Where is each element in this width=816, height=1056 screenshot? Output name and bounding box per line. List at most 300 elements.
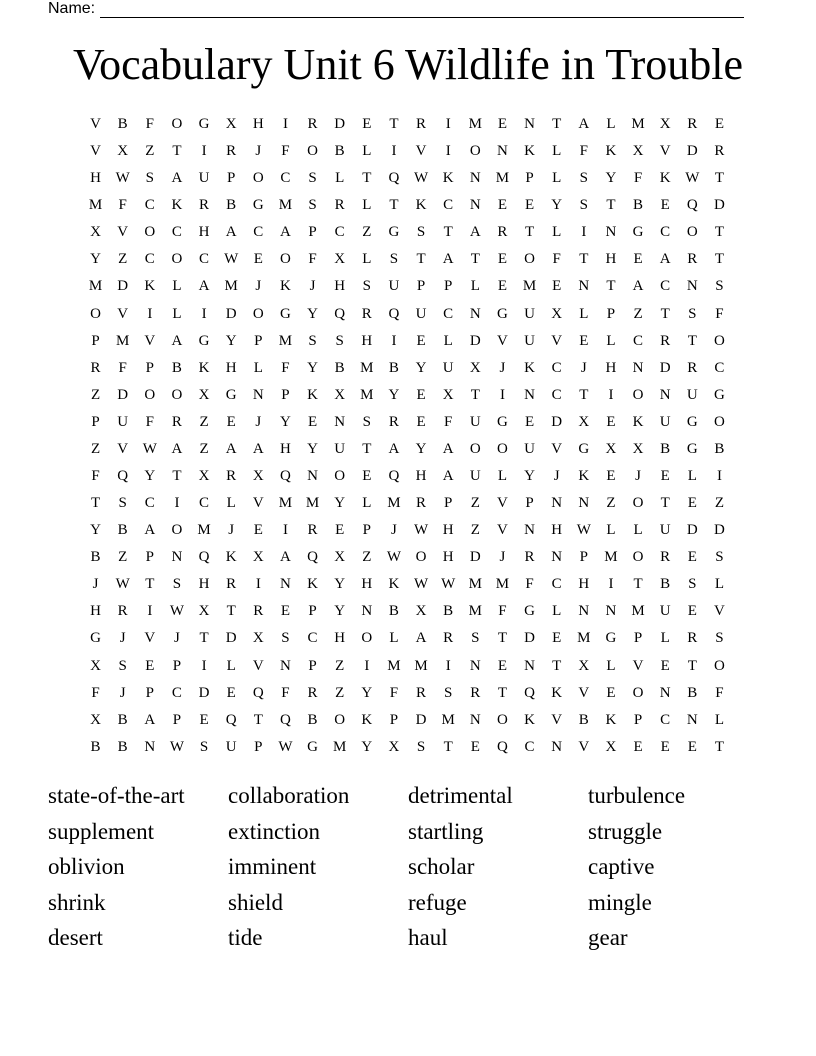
grid-cell: I [608,576,614,593]
grid-cell: N [469,711,481,728]
grid-cell: B [117,711,128,728]
grid-cell: L [606,657,616,674]
grid-cell: L [362,251,372,268]
word-list-item: extinction [228,818,320,844]
grid-cell: T [606,197,616,214]
grid-cell: E [416,386,426,403]
grid-cell: G [252,197,264,214]
grid-cell: E [687,549,697,566]
grid-cell: W [413,576,429,593]
grid-cell: R [226,468,237,485]
grid-cell: E [524,197,535,214]
grid-cell: O [171,522,183,539]
grid-cell: R [687,359,698,376]
grid-cell: Q [280,711,291,728]
grid-cell: R [660,332,671,349]
grid-cell: H [442,549,454,566]
grid-cell: T [416,251,426,268]
grid-cell: O [334,468,346,485]
grid-cell: D [714,197,725,214]
grid-cell: R [687,116,698,132]
grid-cell: T [524,224,535,241]
grid-cell: A [280,549,291,566]
grid-cell: N [659,684,671,701]
grid-cell: K [388,576,400,593]
grid-cell: N [605,603,617,620]
grid-cell: B [578,711,589,728]
grid-cell: S [172,576,182,593]
word-list-item: oblivion [48,854,125,879]
grid-cell: C [660,278,671,295]
word-list-item: desert [48,925,103,950]
grid-cell: D [225,630,237,647]
grid-cell: T [253,711,263,728]
grid-cell: U [659,603,671,620]
grid-cell: E [497,197,508,214]
grid-cell: U [524,440,535,457]
grid-cell: E [416,413,426,430]
grid-cell: S [362,413,371,430]
grid-cell: M [468,603,482,620]
grid-cell: V [117,440,129,457]
grid-cell: H [198,576,210,593]
grid-cell: K [524,711,535,728]
grid-cell: I [716,468,722,485]
grid-cell: R [416,116,427,132]
grid-cell: N [144,738,156,755]
grid-cell: D [117,278,129,295]
grid-cell: N [469,305,481,322]
grid-cell: F [118,197,127,214]
grid-cell: A [659,251,671,268]
grid-cell: Q [117,468,129,485]
grid-cell: T [687,332,697,349]
grid-cell: A [469,224,481,241]
grid-cell: K [415,197,427,214]
grid-cell: J [553,468,560,485]
grid-cell: P [525,170,534,187]
grid-cell: P [416,278,426,295]
grid-cell: R [687,630,698,647]
grid-cell: T [552,657,562,674]
grid-cell: R [470,684,481,701]
grid-cell: K [524,359,535,376]
grid-cell: V [144,630,156,647]
grid-cell: C [144,197,155,214]
grid-cell: G [388,224,400,241]
grid-cell: A [144,522,156,539]
grid-cell: W [441,576,456,593]
grid-cell: U [524,305,535,322]
grid-cell: E [470,738,480,755]
grid-cell: H [90,603,101,620]
grid-cell: D [686,522,698,539]
grid-cell: M [495,576,510,593]
grid-cell: R [497,224,508,241]
grid-cell: C [551,359,562,376]
grid-cell: O [497,711,508,728]
grid-cell: K [225,549,237,566]
grid-cell: I [201,143,207,160]
grid-cell: B [334,143,345,160]
grid-cell: E [687,603,697,620]
grid-cell: P [633,711,643,728]
grid-cell: M [468,116,482,132]
grid-cell: T [90,495,101,512]
grid-cell: T [660,495,670,512]
grid-cell: R [307,684,318,701]
grid-cell: I [201,657,207,674]
grid-cell: R [253,603,264,620]
name-label: Name: [48,0,96,17]
grid-cell: Y [90,251,101,268]
grid-cell: K [605,711,617,728]
grid-cell: G [90,630,101,647]
grid-cell: I [174,495,180,512]
grid-cell: B [90,738,101,755]
grid-cell: S [308,332,317,349]
word-list-item: shrink [48,889,106,915]
grid-cell: I [499,386,505,403]
grid-cell: T [633,576,643,593]
grid-cell: Z [606,495,616,512]
grid-cell: A [442,468,454,485]
grid-cell: W [278,738,293,755]
grid-cell: Q [388,468,400,485]
grid-cell: B [117,522,128,539]
grid-cell: U [524,332,535,349]
grid-cell: P [172,657,182,674]
grid-cell: Q [280,468,291,485]
grid-cell: N [252,386,264,403]
grid-cell: H [198,224,210,241]
grid-cell: X [198,386,210,403]
grid-cell: L [552,143,562,160]
grid-cell: X [198,603,210,620]
grid-cell: Q [524,684,535,701]
grid-cell: V [497,332,508,349]
grid-cell: D [551,413,563,430]
grid-cell: N [280,657,291,674]
grid-cell: Y [334,576,346,593]
grid-cell: C [144,495,155,512]
grid-cell: K [144,278,156,295]
grid-cell: L [606,116,616,132]
grid-cell: S [715,630,724,647]
grid-cell: L [362,197,372,214]
grid-cell: J [92,576,99,593]
grid-cell: I [147,305,153,322]
grid-cell: Q [686,197,698,214]
grid-cell: D [415,711,427,728]
grid-cell: L [714,711,725,728]
grid-cell: J [309,278,316,295]
grid-cell: Z [118,251,128,268]
grid-cell: I [364,657,370,674]
grid-cell: R [416,684,427,701]
grid-cell: U [198,170,210,187]
grid-cell: S [335,332,344,349]
grid-cell: Y [225,332,237,349]
grid-cell: G [714,386,725,403]
grid-cell: X [334,386,346,403]
grid-cell: F [389,684,399,701]
grid-cell: A [252,440,264,457]
grid-cell: Y [90,522,101,539]
grid-cell: J [174,630,180,647]
grid-cell: N [524,522,535,539]
grid-cell: O [252,305,264,322]
grid-cell: Z [470,495,480,512]
word-list-item: startling [408,818,484,844]
grid-cell: X [659,116,671,132]
grid-cell: H [225,359,237,376]
grid-cell: B [388,603,399,620]
grid-cell: I [282,116,288,132]
grid-cell: X [225,116,237,132]
grid-cell: S [444,684,453,701]
grid-cell: P [145,359,154,376]
grid-cell: G [198,332,210,349]
grid-cell: O [307,143,318,160]
grid-cell: V [578,738,590,755]
grid-cell: S [389,251,399,268]
grid-cell: N [280,576,291,593]
grid-cell: Z [90,386,101,403]
grid-cell: I [391,143,397,160]
grid-cell: K [171,197,183,214]
grid-cell: P [254,332,263,349]
grid-cell: N [632,359,644,376]
grid-cell: D [524,630,535,647]
grid-cell: Y [524,468,535,485]
grid-cell: Y [388,386,400,403]
grid-cell: U [225,738,237,755]
grid-cell: N [524,116,535,132]
grid-cell: X [605,440,617,457]
grid-cell: I [201,305,207,322]
grid-cell: X [252,468,264,485]
grid-cell: P [145,684,154,701]
grid-cell: B [171,359,182,376]
grid-cell: M [577,630,591,647]
grid-cell: N [334,413,346,430]
grid-cell: O [714,413,725,430]
grid-cell: L [552,170,562,187]
grid-cell: O [334,711,346,728]
grid-cell: Q [334,305,346,322]
grid-cell: F [281,684,290,701]
grid-cell: V [714,603,725,620]
grid-cell: T [497,684,508,701]
grid-cell: E [660,197,670,214]
grid-cell: X [252,630,264,647]
grid-cell: A [415,630,427,647]
grid-cell: L [172,278,182,295]
grid-cell: C [171,684,182,701]
grid-cell: P [308,603,317,620]
grid-cell: G [605,630,617,647]
grid-cell: P [145,549,154,566]
grid-cell: H [361,576,373,593]
grid-cell: W [169,603,185,620]
grid-cell: D [659,359,671,376]
grid-cell: C [660,711,671,728]
grid-cell: X [90,711,101,728]
grid-cell: L [443,332,453,349]
grid-cell: H [551,522,563,539]
grid-cell: H [90,170,101,187]
grid-cell: F [308,251,317,268]
grid-cell: O [497,440,508,457]
grid-cell: E [362,468,372,485]
grid-cell: C [633,332,644,349]
word-list-item: imminent [228,854,317,879]
grid-cell: R [443,630,454,647]
grid-cell: R [226,576,237,593]
grid-cell: G [578,440,590,457]
grid-cell: C [280,170,291,187]
grid-cell: F [715,305,724,322]
grid-cell: Y [334,495,346,512]
grid-cell: A [225,440,237,457]
grid-cell: H [334,278,346,295]
grid-cell: E [280,603,291,620]
grid-cell: T [389,116,399,132]
grid-cell: V [551,711,563,728]
grid-cell: C [443,197,454,214]
grid-cell: H [415,468,427,485]
grid-cell: M [495,170,510,187]
grid-cell: B [307,711,318,728]
word-list-item: struggle [588,818,663,844]
grid-cell: V [252,657,264,674]
grid-cell: S [715,278,724,295]
word-list-item: collaboration [228,783,350,808]
grid-cell: L [660,630,670,647]
grid-cell: V [144,332,156,349]
grid-cell: I [445,143,451,160]
grid-cell: E [660,468,670,485]
grid-cell: B [117,116,128,132]
grid-cell: P [389,711,399,728]
word-list-item: refuge [408,889,467,915]
grid-cell: T [714,170,725,187]
grid-cell: T [199,630,209,647]
grid-cell: S [471,630,480,647]
word-list-item: state-of-the-art [48,783,185,808]
grid-cell: K [198,359,210,376]
word-list-item: supplement [48,818,155,844]
grid-cell: M [278,197,293,214]
grid-cell: Z [362,549,372,566]
grid-cell: P [525,495,534,512]
grid-cell: E [497,657,508,674]
grid-cell: E [497,251,508,268]
grid-cell: L [226,657,236,674]
grid-cell: N [578,495,590,512]
grid-cell: L [389,630,399,647]
grid-cell: N [497,143,508,160]
grid-cell: T [579,386,589,403]
grid-cell: I [282,522,288,539]
grid-cell: Q [198,549,210,566]
grid-cell: N [171,549,183,566]
grid-cell: E [579,332,589,349]
grid-cell: E [714,116,725,132]
grid-cell: X [469,359,481,376]
grid-cell: S [688,576,697,593]
grid-cell: W [685,170,700,187]
grid-cell: E [362,116,372,132]
grid-cell: X [415,603,427,620]
grid-cell: D [469,332,481,349]
grid-cell: O [714,332,725,349]
grid-cell: B [714,440,725,457]
page-title: Vocabulary Unit 6 Wildlife in Trouble [72,40,743,89]
grid-cell: F [145,116,154,132]
grid-cell: G [632,224,644,241]
grid-cell: L [552,224,562,241]
grid-cell: A [388,440,400,457]
grid-cell: X [388,738,400,755]
grid-cell: M [278,495,293,512]
grid-cell: A [144,711,156,728]
grid-cell: W [576,522,591,539]
grid-cell: M [414,657,428,674]
grid-cell: G [225,386,237,403]
grid-cell: W [224,251,239,268]
grid-cell: H [334,630,346,647]
grid-cell: Y [307,440,318,457]
grid-cell: S [308,170,317,187]
grid-cell: E [687,738,697,755]
grid-cell: W [169,738,185,755]
grid-cell: M [333,738,347,755]
grid-cell: T [714,224,725,241]
grid-cell: T [687,657,697,674]
grid-cell: A [225,224,237,241]
grid-cell: E [606,684,616,701]
grid-cell: N [578,603,590,620]
grid-cell: D [225,305,237,322]
grid-cell: E [633,738,643,755]
grid-cell: G [198,116,210,132]
grid-cell: N [469,197,481,214]
grid-cell: V [551,332,563,349]
grid-cell: F [91,684,100,701]
grid-cell: F [552,251,561,268]
grid-cell: Y [307,305,318,322]
grid-cell: M [631,603,645,620]
grid-cell: A [578,116,590,132]
grid-cell: K [551,684,563,701]
grid-cell: O [252,170,264,187]
grid-cell: M [468,576,482,593]
grid-cell: T [714,251,725,268]
grid-cell: O [714,657,725,674]
grid-cell: S [416,738,426,755]
grid-cell: C [551,386,562,403]
grid-cell: N [605,224,617,241]
grid-cell: F [579,143,588,160]
grid-cell: R [226,143,237,160]
grid-cell: E [660,738,670,755]
name-field [48,0,744,18]
grid-cell: E [416,332,426,349]
grid-cell: F [91,468,100,485]
grid-cell: S [688,305,697,322]
